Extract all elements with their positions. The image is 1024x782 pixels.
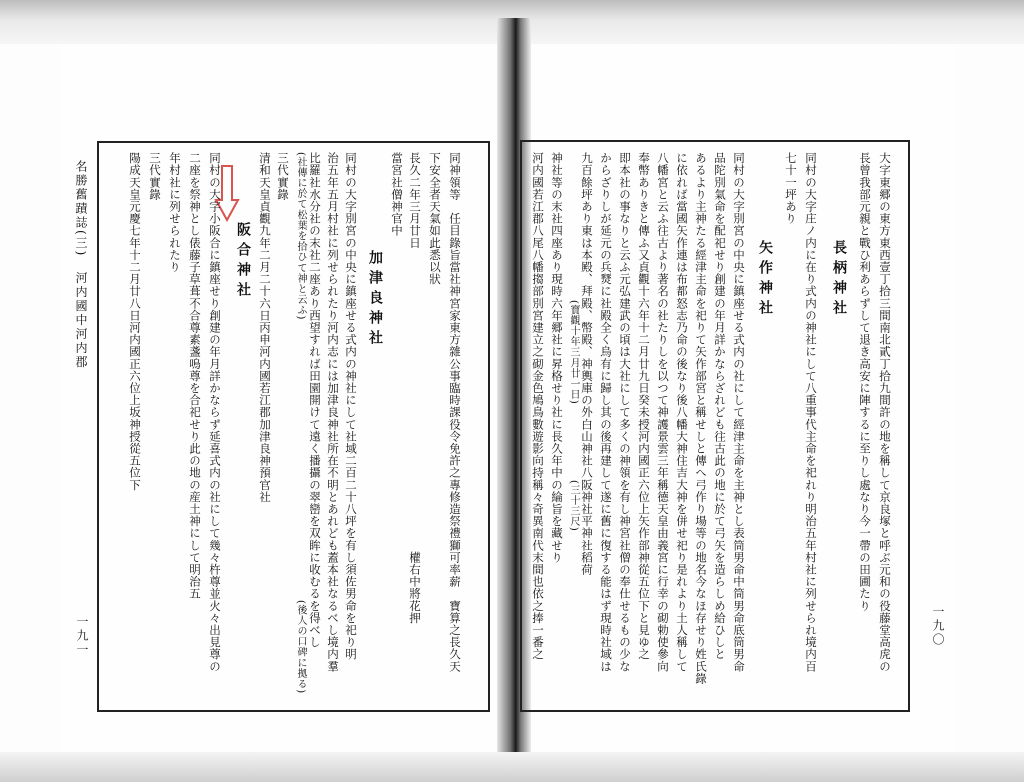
kazura-source: 三代實錄: [276, 152, 290, 201]
yahagi-desc-line: 九百餘坪あり東は本殿、拜殿、幣殿、神輿庫の外白山神社八阪神社平神社稻荷: [580, 152, 594, 576]
ago-desc-line: 同村の大字小阪合に鎮座せり創建の年月詳かならず延喜式内の社にして幾々杵尊並火々出見尊の: [208, 152, 222, 673]
yahagi-note: (三十三尺): [568, 480, 579, 532]
right-page-number: 一九〇: [931, 605, 945, 647]
kazura-document-line: 長久二年三月廿日 權右中將花押: [408, 152, 422, 624]
kazura-desc-line: 同村の大字別宮の中央に鎮座せる式内の神社にして社域二百二十八坪を有し須佐男命を祀り明: [344, 152, 358, 661]
kazura-document-line: 下安全者天氣如此悉以狀: [428, 152, 442, 286]
naga-intro-line: 長曾我部元親と戰ひ利あらずして退き高安に陣するに至りし處なり今一帶の田圃たり: [858, 152, 872, 612]
yahagi-desc-line: 同村の大字別宮の中央に鎮座せる式内の社にして經津主命を主神とし表筒男命中筒男命底筒男命: [732, 152, 746, 673]
bottom-scan-shadow: [0, 752, 1024, 782]
yahagi-desc-line: 八幡宮と云ふ往古より著名の社たりしを以つて神護景雲三年稱德天皇由義宮に行幸の砌勅使參向: [656, 152, 670, 673]
yahagi-desc-line: あるより主神たる經津主命を祀りて矢作部宮と稱せしと傳へ弓作り場等の地名今なほ存せり姓氏錄: [694, 152, 708, 685]
yahagi-desc-line: 即本社の事なりと云ふ元弘建武の頃は大社にして多くの神領を有し神宮社僧の奉仕せるもの少な: [618, 152, 632, 673]
yahagi-desc-line: に依れば當國矢作連は布都怒志乃命の後なり後八幡大神住吉大神を併せ祀り是れより土人稱して: [675, 152, 689, 673]
ago-desc-line: 年村社に列せられたり: [168, 152, 182, 273]
yahagi-desc-line: 神社等の末社四座あり現時六年郷社に昇格せり社に長久年中の綸旨を藏せり: [550, 152, 564, 564]
naga-shrine-title: 長柄神社: [831, 240, 847, 320]
ago-desc-line: 陽成天皇元慶七年十二月廿八日河内國正六位上坂神授從五位下: [128, 152, 142, 491]
kazura-document-line: 當宮社僧神官中: [390, 152, 404, 237]
yahagi-desc-line: 奉幣ありきと傳ふ又貞觀十六年十二月廿九日癸未授河内國正六位上矢作部神從五位下と見ゆ之: [637, 152, 651, 661]
yahagi-desc-line: 品陀別氣命を配祀せり創建の年月詳かならざれども往古此の地に於て弓矢を造らしめ給ひしと: [713, 152, 727, 661]
naga-intro-line: 大字東郷の東方東西壹丁拾三間南北貳丁拾九間許の地を稱して京良塚と呼ぶ元和の役藤堂高虎の: [878, 152, 892, 673]
kazura-desc-line: 治五年五月村社に列せられたり河内志には加津良神社所在不明とあれども蓋本社なるべし境内羣: [326, 152, 340, 673]
left-running-header: 名勝舊蹟誌(三) 河内國中河内郡: [74, 160, 88, 370]
ago-source: 三代實錄: [148, 152, 162, 201]
naga-desc-line: 同村の大字庄ノ内に在り式内の神社にして八重事代主命を祀れり明治五年村社に列せられ境内百: [804, 152, 818, 673]
yahagi-desc-line: からざりしが延元の兵燹に社殿全く烏有に歸し其の後再建して遂に舊に復する能はず現時社域は: [599, 152, 613, 673]
left-page-number: 一九一: [75, 615, 89, 657]
kazura-document-line: 同神領等 任目錄旨當社神宮家東方雜公事臨時課役令免許之專修造祭禮獅可率薪 寶算之長久天: [448, 152, 462, 673]
ago-desc-line: 二座を祭神とし俵藤子草葺不合尊素盞嗚尊を合祀せり此の地の産土神にして明治五: [188, 152, 202, 600]
naga-desc-line: 七十一坪あり: [784, 152, 798, 225]
yahagi-desc-line: 河内國若江郡八尾八幡搊部別宮建立之砌金色鳩鳥數遊影向持稱々奇異南代末間也依之捧一番之: [531, 152, 545, 661]
kazura-note: (社傳に於て松葉を拾ひて神と云ふ): [295, 152, 306, 321]
kazura-desc-line: 比羅社水分社の末社二座あり西望すれば田園開けて遠く播攝の翠巒を双眸に收むるを得べし: [308, 152, 322, 649]
kazura-desc-line: 清和天皇貞觀九年二月二十六日丙申河内國若江郡加津良神預官社: [258, 152, 272, 503]
kazura-shrine-title: 加津良神社: [367, 250, 383, 350]
yahagi-note: (寶觀十年三月廿一日): [568, 300, 579, 405]
ago-shrine-title: 阪合神社: [235, 222, 251, 302]
kazura-note: (後人の口碑に拠る): [295, 600, 306, 694]
yahagi-shrine-title: 矢作神社: [757, 240, 773, 320]
